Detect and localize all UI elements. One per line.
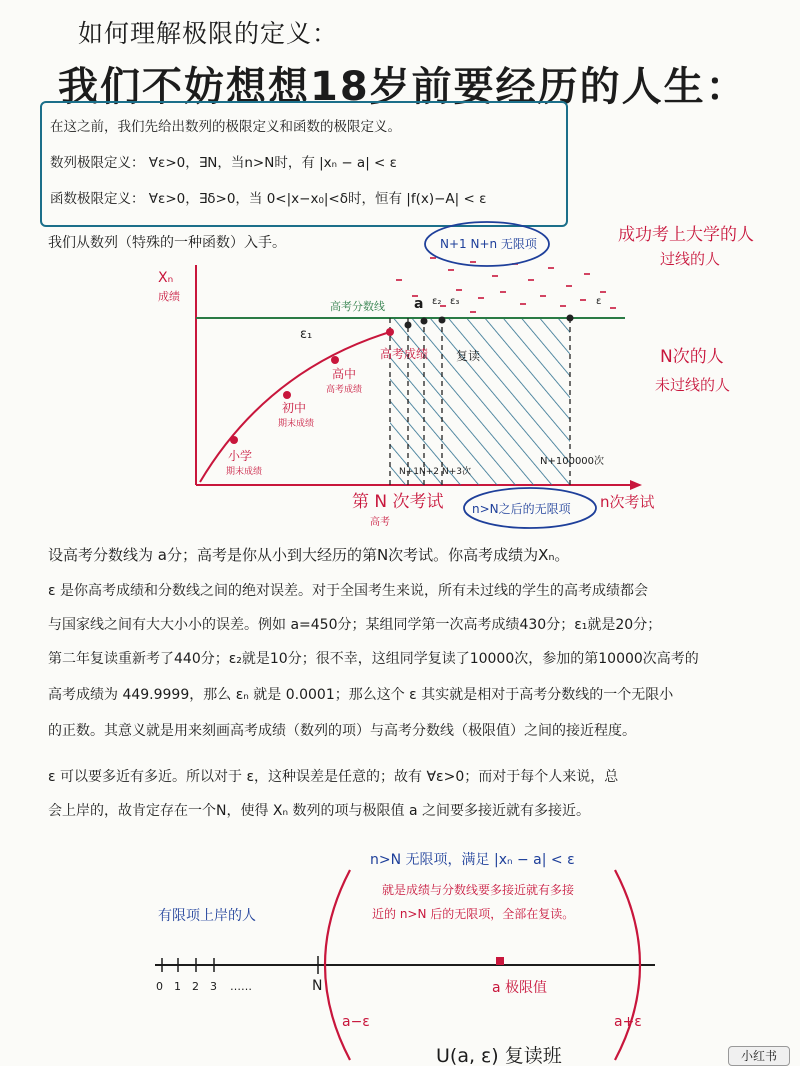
paragraph-line-5: 高考成绩为 449.9999，那么 εₙ 就是 0.0001；那么这个 ε 其实就是相对于高考分数线的一个无限小 bbox=[48, 687, 674, 703]
neighborhood-label: U(a, ε) 复读班 bbox=[436, 1045, 562, 1066]
chuzhong-label: 初中 bbox=[282, 401, 307, 415]
limit-value-label: a 极限值 bbox=[492, 980, 548, 996]
paragraph-line-4: 第二年复读重新考了440分；ε₂就是10分；很不幸，这组同学复读了10000次，参加的第10000次高考的 bbox=[48, 651, 699, 667]
definitions-box bbox=[40, 101, 568, 227]
bottom-note-red2: 近的 n>N 后的无限项，全部在复读。 bbox=[372, 907, 575, 921]
sequence-graph bbox=[0, 220, 800, 540]
neighborhood-diagram bbox=[0, 840, 800, 1066]
point-gaokao bbox=[386, 328, 394, 336]
tick-1: 1 bbox=[174, 980, 181, 993]
point-n3 bbox=[439, 317, 446, 324]
point-gaozhong bbox=[331, 356, 339, 364]
gaozhong-sublabel: 高考成绩 bbox=[326, 385, 363, 395]
intro-line: 我们从数列（特殊的一种函数）入手。 bbox=[48, 235, 286, 251]
paragraph-line-1: 设高考分数线为 a分；高考是你从小到大经历的第N次考试。你高考成绩为Xₙ。 bbox=[48, 546, 570, 564]
tick-3: 3 bbox=[210, 980, 217, 993]
point-xiaoxue bbox=[230, 436, 238, 444]
limit-point bbox=[496, 957, 504, 965]
sequence-limit-definition: 数列极限定义： ∀ε>0，∃N，当n>N时，有 |xₙ − a| < ε bbox=[50, 155, 397, 171]
eps2-label: ε₂ bbox=[432, 296, 442, 307]
bottom-note-red1: 就是成绩与分数线要多接近就有多接 bbox=[382, 883, 575, 897]
tick-dots: …… bbox=[230, 980, 252, 993]
paragraph-line-7: ε 可以要多近有多近。所以对于 ε，这种误差是任意的；故有 ∀ε>0；而对于每个人来说，总 bbox=[48, 769, 619, 785]
bottom-note-top: n>N 无限项，满足 |xₙ − a| < ε bbox=[370, 852, 575, 868]
x-axis-end-label: n次考试 bbox=[600, 493, 655, 511]
y-axis-label: Xₙ bbox=[158, 270, 174, 286]
tick-2: 2 bbox=[192, 980, 199, 993]
score-line-label: 高考分数线 bbox=[330, 300, 385, 313]
point-nfar bbox=[567, 315, 574, 322]
watermark-badge: 小红书 bbox=[728, 1046, 790, 1066]
tick-n1: N+1 bbox=[399, 467, 419, 477]
paragraph-line-3: 与国家线之间有大大小小的误差。例如 a=450分；某组同学第一次高考成绩430分；ε₁就是20分； bbox=[48, 617, 662, 633]
tick-n2: N+2 bbox=[419, 467, 439, 477]
x-axis-note: n>N之后的无限项 bbox=[472, 502, 571, 516]
tick-n: N bbox=[312, 978, 323, 994]
y-axis-sublabel: 成绩 bbox=[158, 290, 180, 303]
epsilon1-label: ε₁ bbox=[300, 327, 313, 342]
definitions-intro: 在这之前，我们先给出数列的极限定义和函数的极限定义。 bbox=[50, 119, 401, 135]
finite-label: 有限项上岸的人 bbox=[158, 908, 256, 924]
x-axis-n-sublabel: 高考 bbox=[370, 517, 390, 528]
chuzhong-sublabel: 期末成绩 bbox=[278, 419, 315, 429]
circle-top-text: N+1 N+n 无限项 bbox=[440, 237, 537, 251]
right-top-label: 成功考上大学的人 bbox=[618, 225, 754, 245]
right-bound-label: a+ε bbox=[614, 1014, 642, 1030]
tick-0: 0 bbox=[156, 980, 163, 993]
paragraph-line-2: ε 是你高考成绩和分数线之间的绝对误差。对于全国考生来说，所有未过线的学生的高考成绩都会 bbox=[48, 583, 649, 599]
tick-nfar: N+100000次 bbox=[540, 456, 605, 467]
left-bound-label: a−ε bbox=[342, 1014, 370, 1030]
paragraph-line-6: 的正数。其意义就是用来刻画高考成绩（数列的项）与高考分数线（极限值）之间的接近程度。 bbox=[48, 723, 636, 739]
right-mid-label2: 未过线的人 bbox=[655, 376, 731, 394]
eps3-label: ε₃ bbox=[450, 296, 460, 307]
right-mid-label: N次的人 bbox=[660, 347, 724, 367]
gaokao-label: 高考成绩 bbox=[380, 347, 429, 361]
gaozhong-label: 高中 bbox=[332, 367, 357, 381]
title-question: 如何理解极限的定义： bbox=[78, 19, 339, 48]
function-limit-definition: 函数极限定义： ∀ε>0，∃δ>0，当 0<|x−x₀|<δ时，恒有 |f(x)−A| < ε bbox=[50, 191, 487, 207]
point-chuzhong bbox=[283, 391, 291, 399]
point-n1 bbox=[405, 322, 412, 329]
xiaoxue-sublabel: 期末成绩 bbox=[226, 467, 263, 477]
right-top-label2: 过线的人 bbox=[660, 250, 721, 268]
eps-label: ε bbox=[596, 296, 602, 307]
limit-a-label: a bbox=[414, 296, 424, 312]
fuxiu-label: 复读 bbox=[456, 349, 481, 363]
xiaoxue-label: 小学 bbox=[228, 449, 253, 463]
crowd-dashes bbox=[396, 258, 616, 312]
x-axis-arrow-icon bbox=[630, 480, 642, 490]
tick-n3: N+3次 bbox=[442, 467, 471, 477]
paragraph-line-8: 会上岸的，故肯定存在一个N，使得 Xₙ 数列的项与极限值 a 之间要多接近就有多接近。 bbox=[48, 803, 591, 819]
title-main: 我们不妨想想18岁前要经历的人生： bbox=[58, 64, 748, 110]
point-n2 bbox=[421, 318, 428, 325]
x-axis-n-label: 第 N 次考试 bbox=[352, 492, 444, 512]
